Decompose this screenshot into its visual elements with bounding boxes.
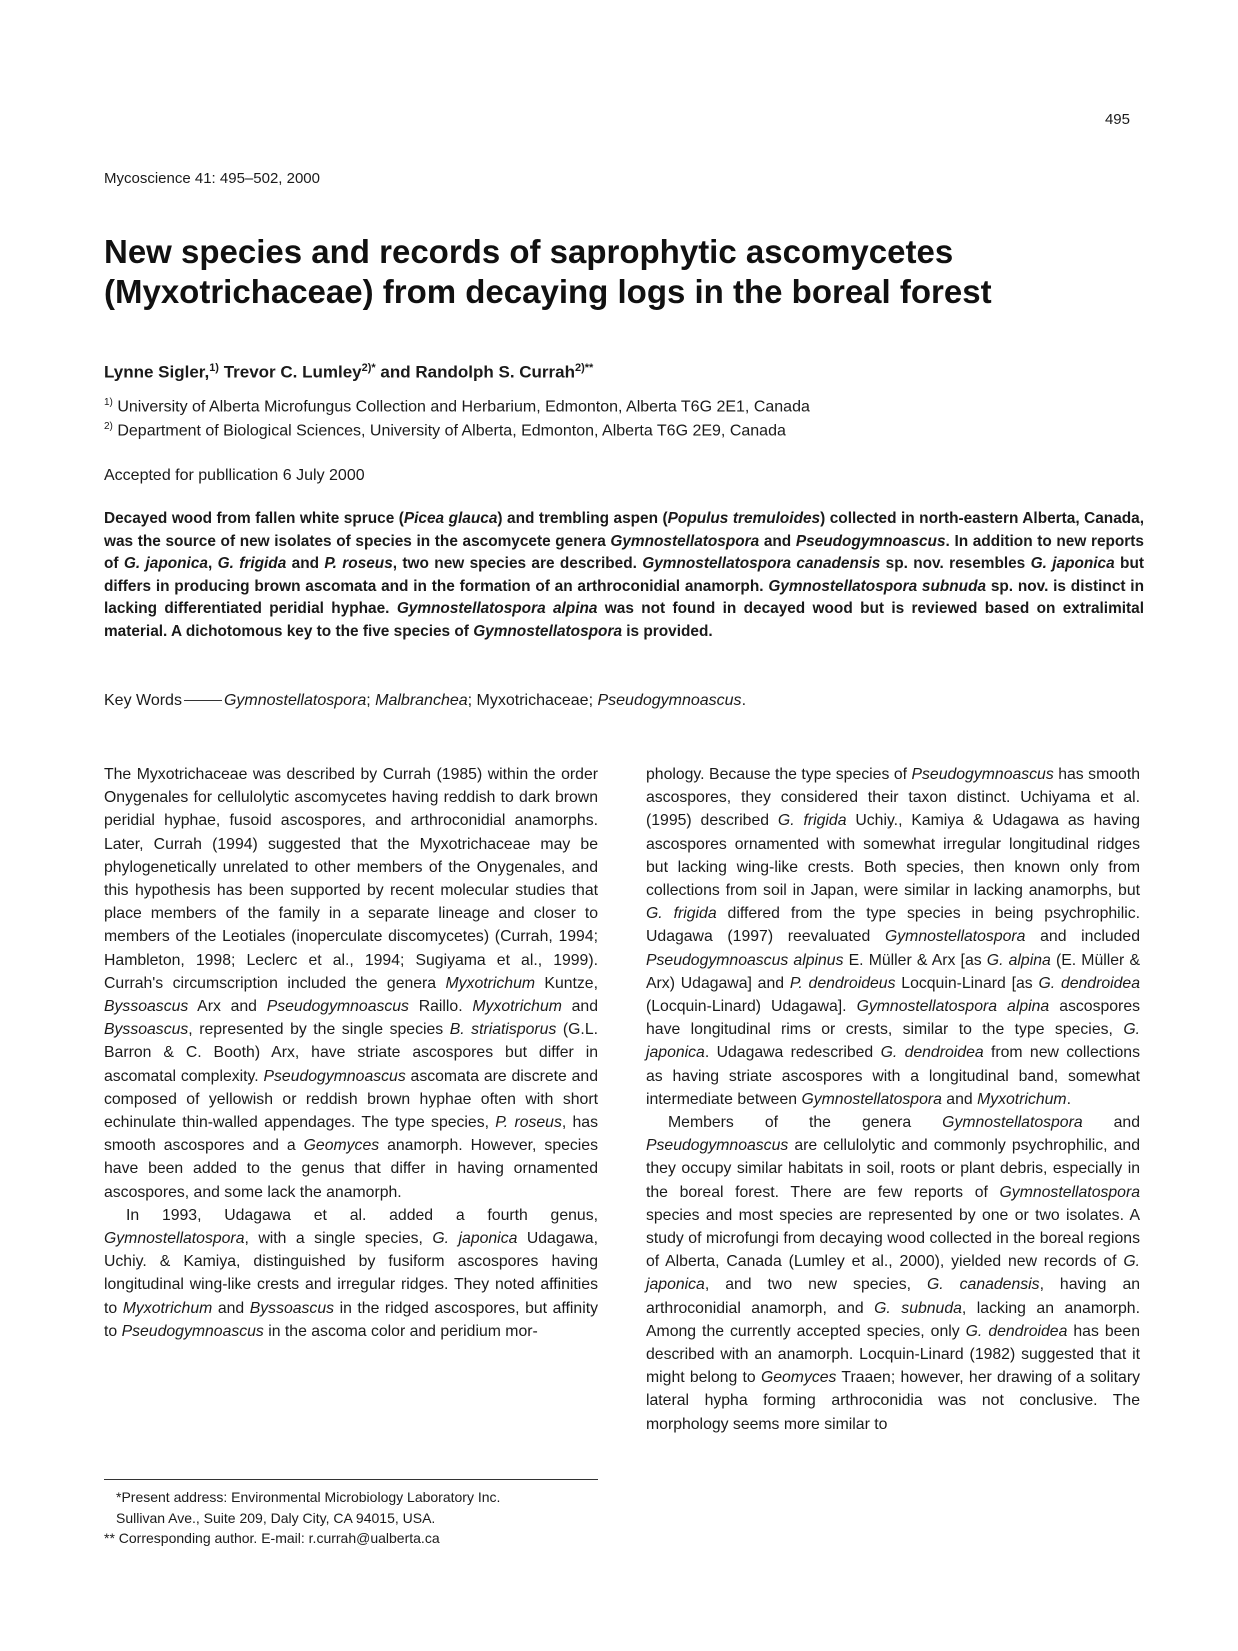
- taxon-name: P. roseus: [324, 555, 393, 573]
- taxon-name: Gymnostellatospora alpina: [396, 600, 598, 618]
- footnote-divider: [104, 1479, 598, 1480]
- affiliation-text: Department of Biological Sciences, University of Alberta, Edmonton, Alberta T6G 2E9, Canada: [112, 422, 786, 440]
- taxon-name: B. striatisporus: [449, 1021, 557, 1039]
- affiliation-marker: 2): [104, 421, 113, 432]
- body-column-right: [646, 763, 1140, 1436]
- title-line-1: New species and records of saprophytic ascomycetes: [104, 233, 954, 270]
- affiliation-marker: 2)**: [575, 362, 594, 374]
- footnote-present-address: *Present address: Environmental Microbiology Laboratory Inc.: [116, 1489, 501, 1505]
- taxon-name: Gymnostellatospora: [999, 1183, 1140, 1201]
- taxon-name: Pseudogymnoascus: [266, 998, 409, 1016]
- taxon-name: Geomyces: [760, 1369, 837, 1387]
- taxon-name: Gymnostellatospora subnuda: [768, 577, 987, 595]
- page-number: 495: [1104, 111, 1130, 128]
- text-run: Raillo.: [408, 998, 473, 1016]
- text-run: ,: [207, 555, 218, 573]
- footnote-corresponding-author: ** Corresponding author. E-mail: r.currah@ualberta.ca: [104, 1530, 440, 1546]
- body-paragraph: [646, 1111, 1140, 1436]
- text-run: Locquin-Linard [as: [895, 974, 1039, 992]
- taxon-name: Gymnostellatospora canadensis: [642, 555, 881, 573]
- text-run: and: [1082, 1114, 1140, 1132]
- taxon-name: Gymnostellatospora: [801, 1090, 942, 1108]
- affiliation-text: University of Alberta Microfungus Collection and Herbarium, Edmonton, Alberta T6G 2E1, Canada: [112, 398, 810, 416]
- author-list: [104, 362, 593, 383]
- text-run: , has smooth ascospores and a: [104, 1114, 598, 1155]
- author-name: Trevor C. Lumley: [218, 362, 362, 382]
- text-run: , with a single species,: [244, 1230, 433, 1248]
- text-run: from new collections as having striate ascospores with a longitudinal band, somewhat intermediate between: [646, 1044, 1140, 1108]
- text-run: and: [561, 998, 598, 1016]
- text-run: but differs in producing brown ascomata and in the formation of an arthroconidial anamorph.: [104, 555, 1144, 595]
- taxon-name: G. dendroidea: [880, 1044, 984, 1062]
- text-run: Decayed wood from fallen white spruce (: [104, 510, 404, 527]
- text-run: has smooth ascospores, they considered their taxon distinct. Uchiyama et al. (1995) described: [646, 766, 1140, 830]
- text-run: was not found in decayed wood but is reviewed based on extralimital material. A dichotomous key to the five species of: [104, 600, 1145, 640]
- text-run: Arx and: [188, 998, 267, 1016]
- text-run: Kuntze,: [535, 974, 598, 992]
- text-run: sp. nov. is distinct in lacking differentiated peridial hyphae.: [104, 577, 1144, 618]
- keyword: Myxotrichaceae: [476, 692, 589, 709]
- text-run: E. Müller & Arx [as: [843, 951, 987, 969]
- taxon-name: Pseudogymnoascus: [795, 532, 946, 550]
- taxon-name: Pseudogymnoascus: [911, 766, 1054, 783]
- title-line-2: (Myxotrichaceae) from decaying logs in the boreal forest: [104, 273, 992, 310]
- text-run: In 1993, Udagawa et al. added a fourth genus,: [126, 1206, 598, 1224]
- taxon-name: Pseudogymnoascus: [263, 1067, 406, 1085]
- text-run: (G.L. Barron & C. Booth) Arx, have striate ascospores but differ in ascomatal complexity.: [104, 1021, 598, 1085]
- taxon-name: G. japonica: [123, 555, 208, 573]
- text-run: ascospores have longitudinal rims or crests, similar to the type species,: [646, 998, 1141, 1039]
- affiliation: [104, 397, 810, 416]
- taxon-name: Byssoascus: [104, 998, 189, 1016]
- text-run: ) collected in north-eastern Alberta, Canada, was the source of new isolates of species in the ascomycete genera: [104, 510, 1144, 550]
- keyword-separator: ;: [467, 692, 477, 709]
- text-run: is provided.: [622, 622, 713, 640]
- text-run: phology. Because the type species of: [646, 766, 912, 783]
- accepted-date: Accepted for publlication 6 July 2000: [104, 467, 365, 484]
- taxon-name: Picea glauca: [403, 510, 498, 527]
- abstract: [104, 508, 1144, 644]
- text-run: and: [941, 1090, 978, 1108]
- keywords-label: Key Words: [104, 692, 182, 709]
- text-run: are cellulolytic and commonly psychrophilic, and they occupy similar habitats in soil, roots or plant debris, especially in the boreal forest. There are few reports of: [646, 1137, 1140, 1201]
- taxon-name: Byssoascus: [249, 1299, 335, 1317]
- taxon-name: P. roseus: [495, 1114, 562, 1132]
- taxon-name: G. dendroidea: [1038, 974, 1140, 992]
- taxon-name: Geomyces: [303, 1137, 380, 1155]
- text-run: has been described with an anamorph. Locquin-Linard (1982) suggested that it might belong to: [646, 1322, 1140, 1387]
- author-name: Randolph S. Currah: [415, 362, 575, 382]
- taxon-name: Pseudogymnoascus: [121, 1322, 264, 1340]
- text-run: and: [212, 1299, 250, 1317]
- taxon-name: G. canadensis: [926, 1276, 1040, 1294]
- text-run: , lacking an anamorph. Among the currently accepted species, only: [646, 1299, 1140, 1340]
- keyword: Pseudogymnoascus: [597, 692, 742, 709]
- taxon-name: Byssoascus: [104, 1021, 189, 1039]
- taxon-name: G. dendroidea: [965, 1322, 1068, 1340]
- keywords-dash: [184, 700, 222, 701]
- text-run: in the ridged ascospores, but affinity to: [104, 1299, 598, 1340]
- taxon-name: Pseudogymnoascus: [646, 1137, 789, 1155]
- affiliation-marker: 2)*: [361, 362, 376, 374]
- text-run: (Locquin-Linard) Udagawa].: [646, 998, 857, 1016]
- footnote-present-address-cont: Sullivan Ave., Suite 209, Daly City, CA 94015, USA.: [116, 1509, 436, 1526]
- affiliation-marker: 1): [209, 362, 219, 374]
- taxon-name: G. japonica: [1030, 555, 1115, 573]
- text-run: and: [759, 532, 796, 550]
- text-run: ascomata are discrete and composed of yellowish or reddish brown hyphae often with short echinulate thin-walled appendages. The type species,: [104, 1067, 598, 1132]
- keywords: [104, 692, 746, 710]
- body-column-left: [104, 763, 598, 1343]
- text-run: in the ascoma color and peridium mor-: [263, 1322, 538, 1340]
- text-run: , two new species are described.: [392, 555, 643, 573]
- footnotes: [104, 1487, 598, 1549]
- affiliation: [104, 421, 786, 440]
- taxon-name: Myxotrichum: [977, 1090, 1067, 1108]
- taxon-name: Gymnostellatospora: [884, 928, 1026, 946]
- text-run: differed from the type species in being psychrophilic. Udagawa (1997) reevaluated: [646, 905, 1140, 946]
- text-run: and included: [1025, 928, 1140, 946]
- text-run: , represented by the single species: [188, 1021, 450, 1039]
- text-run: , and two new species,: [704, 1276, 927, 1294]
- text-run: Members of the genera: [668, 1114, 943, 1132]
- taxon-name: G. subnuda: [874, 1299, 962, 1317]
- text-run: (E. Müller & Arx) Udagawa] and: [646, 951, 1140, 992]
- taxon-name: G. alpina: [986, 951, 1051, 969]
- taxon-name: G. japonica: [432, 1230, 518, 1248]
- keyword-separator: ;: [366, 692, 376, 709]
- taxon-name: Myxotrichum: [472, 998, 562, 1016]
- text-run: The Myxotrichaceae was described by Currah (1985) within the order Onygenales for cellulolytic ascomycetes having reddish to dark brown peridial hyphae, fusoid ascospores, and arthroconidial anamorphs. Later, Currah (1994) suggested that the Myxotrichaceae may be phylogenetically unrelated to other members of the Onygenales, and this hypothesis has been supported by recent molecular studies that place members of the family in a separate lineage and closer to members of the Leotiales (inoperculate discomycetes) (Currah, 1994; Hambleton, 1998; Leclerc et al., 1994; Sugiyama et al., 1999). Currah's circumscription included the genera: [104, 766, 598, 992]
- text-run: and: [286, 555, 325, 573]
- journal-reference: Mycoscience 41: 495–502, 2000: [104, 170, 320, 187]
- text-run: ) and trembling aspen (: [497, 510, 668, 527]
- taxon-name: Myxotrichum: [445, 974, 536, 992]
- taxon-name: G. frigida: [777, 812, 847, 830]
- author-name: Lynne Sigler,: [104, 362, 210, 382]
- taxon-name: Gymnostellatospora alpina: [856, 998, 1050, 1016]
- taxon-name: P. dendroideus: [789, 974, 896, 992]
- author-conjunction: and: [375, 362, 416, 382]
- taxon-name: Gymnostellatospora: [610, 532, 760, 550]
- text-run: , having an arthroconidial anamorph, and: [646, 1276, 1141, 1317]
- taxon-name: G. frigida: [646, 905, 717, 923]
- body-paragraph: [104, 763, 598, 1204]
- taxon-name: G. frigida: [217, 555, 287, 573]
- body-paragraph: [104, 1204, 598, 1343]
- taxon-name: Populus tremuloides: [667, 510, 821, 527]
- taxon-name: Pseudogymnoascus alpinus: [646, 951, 844, 969]
- body-paragraph: [646, 763, 1140, 1111]
- taxon-name: Gymnostellatospora: [942, 1114, 1083, 1132]
- taxon-name: G. japonica: [646, 1253, 1140, 1294]
- text-run: anamorph. However, species have been added to the genus that differ in having ornamented ascospores, and some lack the anamorph.: [104, 1137, 598, 1201]
- affiliation-marker: 1): [104, 397, 113, 408]
- text-run: sp. nov. resembles: [880, 555, 1031, 573]
- taxon-name: Gymnostellatospora: [473, 622, 622, 640]
- text-run: Traaen; however, her drawing of a solitary lateral hypha forming arthroconidia was not conclusive. The morphology seems more similar to: [646, 1369, 1140, 1433]
- text-run: . In addition to new reports of: [104, 532, 1144, 573]
- article-title: [104, 232, 1144, 312]
- keyword: Malbranchea: [375, 692, 468, 709]
- taxon-name: G. japonica: [646, 1021, 1140, 1062]
- keyword: Gymnostellatospora: [223, 692, 367, 709]
- text-run: Uchiy., Kamiya & Udagawa as having ascospores ornamented with somewhat irregular longitudinal ridges but lacking wing-like crests. Both species, then known only from collections from soil in Japan, were similar in lacking anamorphs, but: [646, 812, 1140, 900]
- taxon-name: Gymnostellatospora: [104, 1230, 245, 1248]
- text-run: Udagawa, Uchiy. & Kamiya, distinguished by fusiform ascospores having longitudinal wing-like crests and irregular ridges. They noted affinities to: [104, 1230, 598, 1317]
- keyword-separator: ;: [588, 692, 598, 709]
- text-run: species and most species are represented by one or two isolates. A study of microfungi from decaying wood collected in the boreal regions of Alberta, Canada (Lumley et al., 2000), yielded new records of: [646, 1206, 1140, 1271]
- text-run: .: [1066, 1090, 1071, 1108]
- text-run: . Udagawa redescribed: [704, 1044, 881, 1062]
- keyword-end: .: [741, 692, 747, 709]
- taxon-name: Myxotrichum: [122, 1299, 213, 1317]
